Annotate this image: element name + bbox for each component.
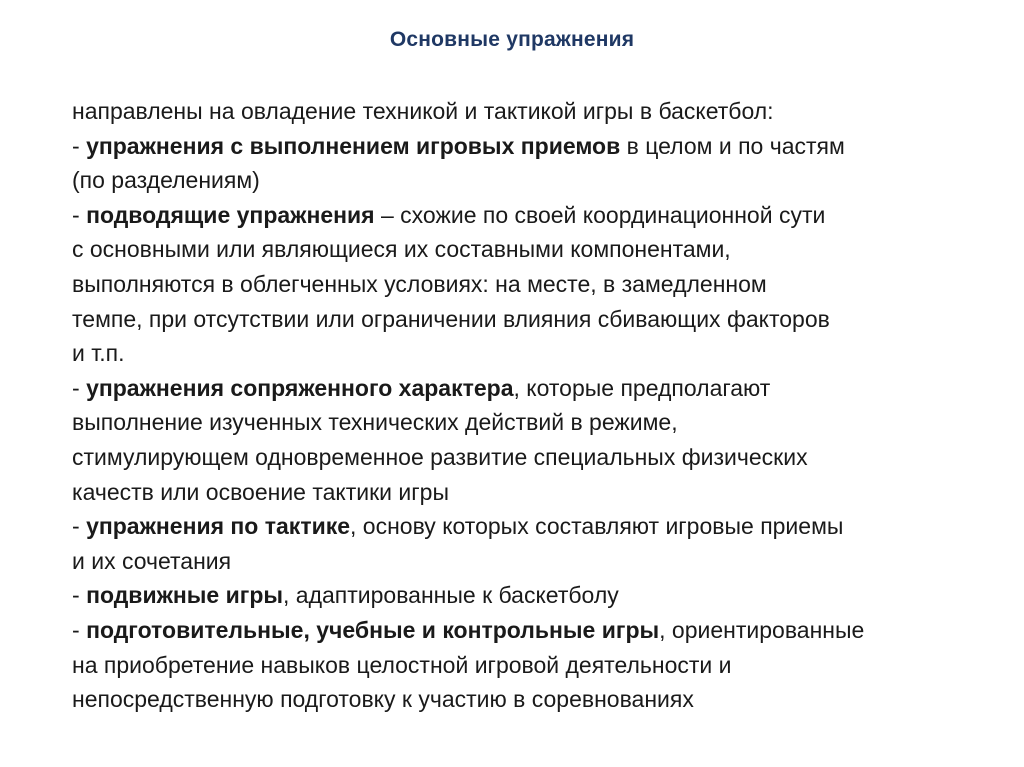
slide-body: [72, 94, 972, 717]
text-line: [72, 544, 972, 579]
text-line: [72, 405, 972, 440]
bold-term: упражнения по тактике: [86, 513, 351, 540]
text-segment: и их сочетания: [72, 547, 232, 574]
text-segment: -: [72, 616, 87, 643]
text-line: [72, 440, 972, 475]
text-segment: темпе, при отсутствии или ограничении влияния сбивающих факторов: [72, 305, 830, 332]
text-segment: (по разделениям): [72, 167, 260, 194]
text-line: [72, 475, 972, 510]
slide-title: Основные упражнения: [389, 28, 635, 51]
text-segment: на приобретение навыков целостной игровой деятельности и: [72, 651, 732, 678]
text-line: [72, 198, 972, 233]
text-segment: -: [72, 201, 87, 228]
text-segment: , которые предполагают: [513, 374, 771, 401]
text-segment: с основными или являющиеся их составными компонентами,: [72, 236, 731, 263]
text-line: [72, 94, 972, 129]
text-line: [72, 371, 972, 406]
text-segment: качеств или освоение тактики игры: [72, 478, 449, 505]
text-segment: , основу которых составляют игровые приемы: [350, 513, 844, 540]
text-line: [72, 232, 972, 267]
text-line: [72, 682, 972, 717]
text-segment: в целом и по частям: [620, 132, 845, 159]
bold-term: подвижные игры: [86, 582, 284, 609]
text-segment: направлены на овладение техникой и тактикой игры в баскетбол:: [72, 98, 774, 124]
text-segment: -: [72, 132, 87, 159]
text-segment: и т.п.: [72, 340, 125, 367]
bold-term: подводящие упражнения: [86, 201, 375, 228]
text-line: [72, 267, 972, 302]
text-line: [72, 336, 972, 371]
text-line: [72, 578, 972, 613]
text-segment: , ориентированные: [659, 616, 865, 643]
text-segment: -: [72, 582, 87, 609]
text-line: [72, 129, 972, 164]
bold-term: упражнения сопряженного характера: [86, 374, 514, 401]
text-segment: выполнение изученных технических действий в режиме,: [72, 409, 678, 436]
text-line: [72, 302, 972, 337]
text-segment: -: [72, 513, 87, 540]
text-segment: -: [72, 374, 87, 401]
text-segment: стимулирующем одновременное развитие специальных физических: [72, 443, 808, 470]
text-line: [72, 163, 972, 198]
text-segment: выполняются в облегченных условиях: на месте, в замедленном: [72, 270, 767, 297]
bold-term: подготовительные, учебные и контрольные игры: [86, 616, 660, 643]
text-segment: , адаптированные к баскетболу: [283, 582, 619, 609]
bold-term: упражнения с выполнением игровых приемов: [86, 132, 621, 159]
text-segment: непосредственную подготовку к участию в соревнованиях: [72, 686, 694, 713]
text-line: [72, 613, 972, 648]
text-line: [72, 509, 972, 544]
text-line: [72, 648, 972, 683]
text-segment: – схожие по своей координационной сути: [374, 201, 826, 228]
